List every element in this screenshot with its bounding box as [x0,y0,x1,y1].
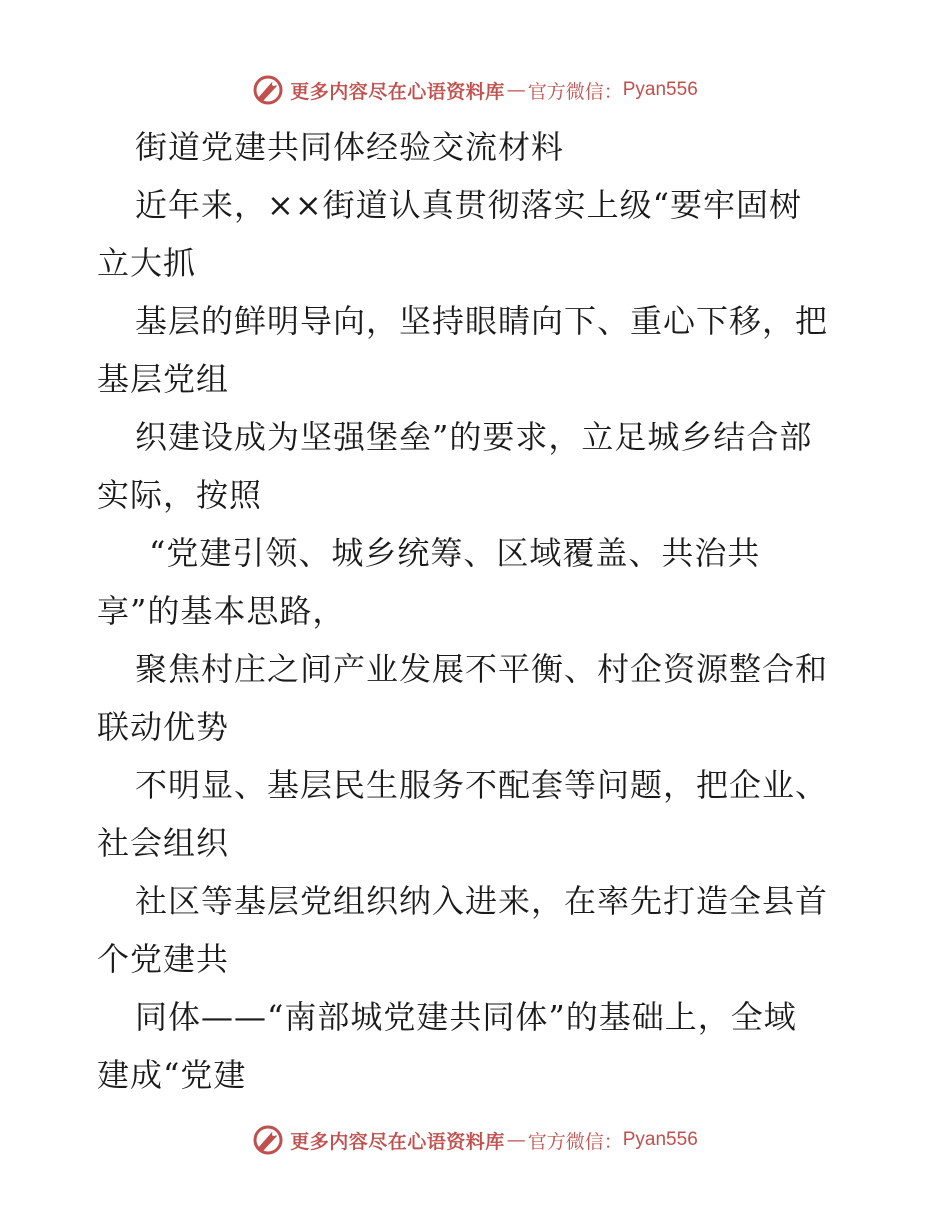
banner-wechat-label: 官方微信： [527,1130,623,1153]
paragraph-line: 社会组织 [97,824,230,862]
banner-wechat-label: 官方微信： [527,80,623,103]
banner-text: 更多内容尽在心语资料库 [290,1130,505,1153]
paragraph-line: 个党建共 [97,940,230,978]
banner-separator: — [506,79,526,101]
footer-banner [0,1122,950,1158]
paragraph-line: 同体——“南部城党建共同体”的基础上，全域 [135,998,797,1036]
header-banner [0,72,950,108]
paragraph-line: 聚焦村庄之间产业发展不平衡、村企资源整合和 [135,650,829,688]
banner-separator: — [506,1129,526,1151]
paragraph-line: “党建引领、城乡统筹、区域覆盖、共治共 [149,534,761,572]
banner-handle: Pyan556 [622,1129,698,1150]
paragraph-line: 基层党组 [97,360,230,398]
pen-logo-icon [252,74,284,106]
document-title: 街道党建共同体经验交流材料 [135,128,565,166]
paragraph-line: 近年来，××街道认真贯彻落实上级“要牢固树 [135,186,802,224]
paragraph-line: 立大抓 [97,244,197,282]
document-body [97,118,857,1104]
paragraph-line: 不明显、基层民生服务不配套等问题，把企业、 [135,766,829,804]
paragraph-line: 建成“党建 [97,1056,247,1094]
banner-handle: Pyan556 [622,79,698,100]
paragraph-line: 织建设成为坚强堡垒”的要求，立足城乡结合部 [135,418,813,456]
banner-text: 更多内容尽在心语资料库 [290,80,505,103]
paragraph-line: 享”的基本思路， [97,592,346,630]
paragraph-line: 联动优势 [97,708,230,746]
pen-logo-icon [252,1124,284,1156]
paragraph-line: 实际，按照 [97,476,263,514]
paragraph-line: 社区等基层党组织纳入进来，在率先打造全县首 [135,882,829,920]
paragraph-line: 基层的鲜明导向，坚持眼睛向下、重心下移，把 [135,302,829,340]
